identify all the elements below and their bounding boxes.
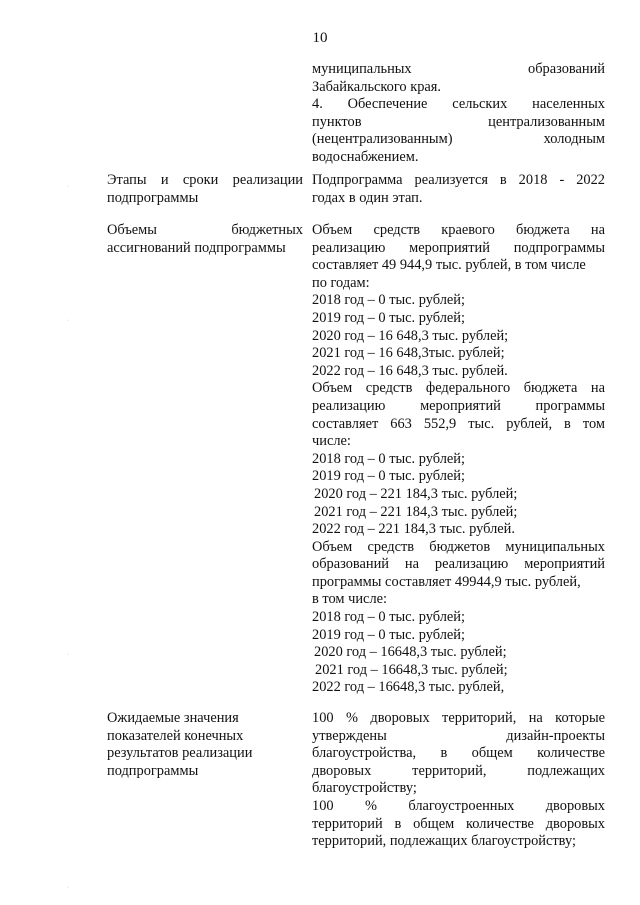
stages-value-line: Подпрограмма реализуется в 2018 - 2022 — [312, 172, 605, 188]
result-item1-line: утверждены дизайн-проекты — [312, 727, 605, 744]
result-item2-line: территорий в общем количестве дворовых — [312, 815, 605, 832]
federal-intro-line: реализацию мероприятий программы — [312, 397, 605, 414]
budget-label-line: ассигнований подпрограммы — [107, 239, 286, 256]
budget-value — [312, 222, 605, 697]
intro-line: (нецентрализованным) холодным — [312, 131, 605, 148]
federal-year: 2020 год – 221 184,3 тыс. рублей; — [314, 485, 518, 502]
result-item1-line: благоустройства, в общем количестве — [312, 745, 605, 762]
regional-intro-line: по годам: — [312, 274, 370, 291]
regional-year: 2022 год – 16 648,3 тыс. рублей. — [312, 362, 508, 379]
intro-block — [312, 61, 605, 167]
regional-intro-line: реализацию мероприятий подпрограммы — [312, 239, 605, 256]
municipal-year: 2022 год – 16648,3 тыс. рублей, — [312, 679, 505, 696]
regional-intro-line: составляет 49 944,9 тыс. рублей, в том числе — [312, 257, 586, 274]
federal-year: 2021 год – 221 184,3 тыс. рублей; — [314, 503, 518, 520]
scan-mark: · — [67, 885, 69, 891]
regional-year: 2018 год – 0 тыс. рублей; — [312, 292, 465, 309]
municipal-year: 2019 год – 0 тыс. рублей; — [312, 626, 465, 643]
intro-line: 4. Обеспечение сельских населенных — [312, 96, 605, 113]
results-label-line: результатов реализации — [107, 745, 253, 762]
intro-line: муниципальных образований — [312, 61, 605, 77]
federal-year: 2018 год – 0 тыс. рублей; — [312, 450, 465, 467]
stages-label-line: подпрограммы — [107, 189, 199, 206]
regional-year: 2020 год – 16 648,3 тыс. рублей; — [312, 327, 509, 344]
results-value — [312, 710, 605, 851]
municipal-year: 2020 год – 16648,3 тыс. рублей; — [314, 644, 507, 661]
federal-intro-line: Объем средств федерального бюджета на — [312, 380, 605, 397]
scan-mark: · — [67, 318, 69, 324]
results-label-line: подпрограммы — [107, 762, 199, 779]
stages-value-line: годах в один этап. — [312, 189, 423, 206]
municipal-year: 2018 год – 0 тыс. рублей; — [312, 609, 465, 626]
results-label — [107, 710, 303, 780]
result-item1-line: благоустройству; — [312, 780, 417, 797]
municipal-intro-line: программы составляет 49944,9 тыс. рублей, — [312, 573, 581, 590]
result-item2-line: 100 % благоустроенных дворовых — [312, 797, 605, 814]
intro-line: водоснабжением. — [312, 148, 419, 165]
budget-label-line: Объемы бюджетных — [107, 222, 303, 238]
regional-year: 2021 год – 16 648,3тыс. рублей; — [312, 345, 505, 362]
intro-line: пунктов централизованным — [312, 113, 605, 130]
regional-intro-line: Объем средств краевого бюджета на — [312, 222, 605, 238]
federal-intro-line: числе: — [312, 433, 351, 450]
stages-label-line: Этапы и сроки реализации — [107, 172, 303, 188]
intro-line: Забайкальского края. — [312, 78, 442, 95]
federal-year: 2019 год – 0 тыс. рублей; — [312, 468, 465, 485]
regional-year: 2019 год – 0 тыс. рублей; — [312, 309, 465, 326]
municipal-intro-line: Объем средств бюджетов муниципальных — [312, 538, 605, 555]
page-number: 10 — [312, 30, 328, 46]
municipal-year: 2021 год – 16648,3 тыс. рублей; — [315, 661, 508, 678]
municipal-intro-line: образований на реализацию мероприятий — [312, 556, 605, 573]
budget-label — [107, 222, 303, 257]
municipal-intro-line: в том числе: — [312, 591, 388, 608]
stages-label — [107, 172, 303, 207]
stages-value — [312, 172, 605, 207]
federal-year: 2022 год – 221 184,3 тыс. рублей. — [312, 521, 515, 538]
results-label-line: Ожидаемые значения — [107, 710, 239, 726]
result-item1-line: дворовых территорий, подлежащих — [312, 762, 605, 779]
result-item1-line: 100 % дворовых территорий, на которые — [312, 710, 605, 726]
federal-intro-line: составляет 663 552,9 тыс. рублей, в том — [312, 415, 605, 432]
results-label-line: показателей конечных — [107, 727, 244, 744]
result-item2-line: территорий, подлежащих благоустройству; — [312, 833, 576, 850]
scan-mark: · — [67, 652, 69, 658]
scan-mark: · — [67, 184, 69, 190]
